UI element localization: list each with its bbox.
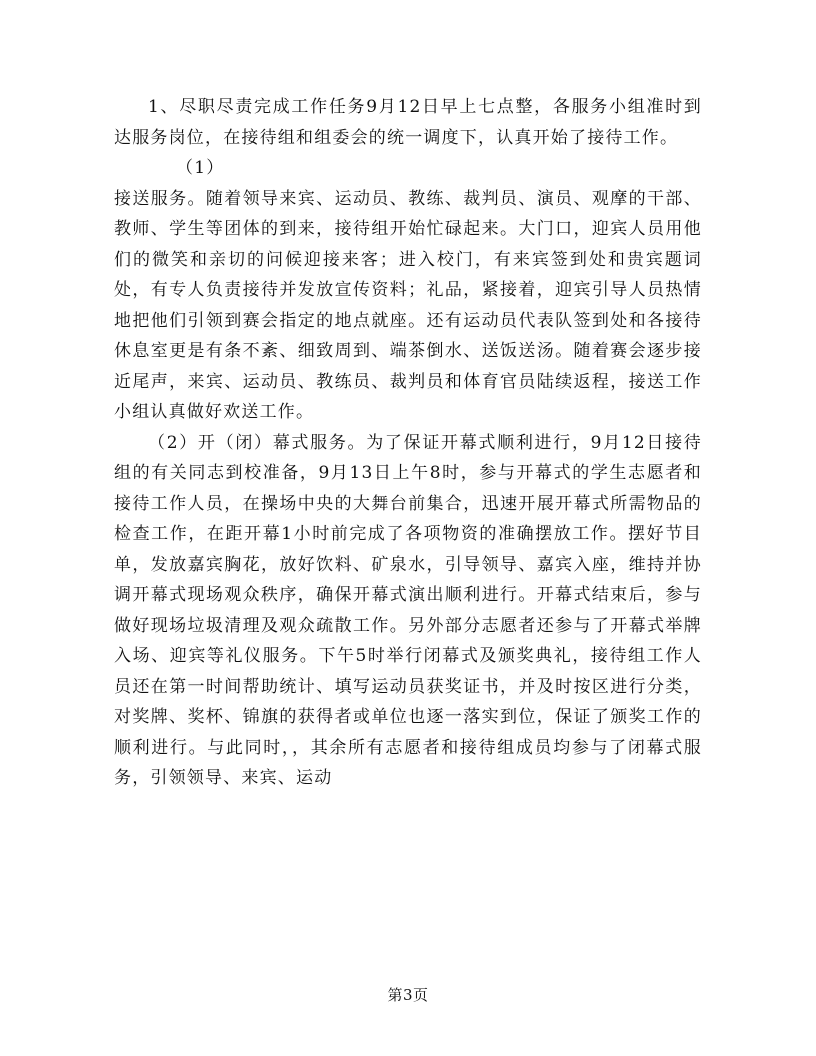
paragraph-2-heading: （1） (176, 158, 225, 178)
document-body (114, 92, 702, 794)
page-number: 第3页 (387, 986, 429, 1004)
paragraph-4: （2）开（闭）幕式服务。为了保证开幕式顺利进行，9月12日接待组的有关同志到校准备，9月13日上午8时，参与开幕式的学生志愿者和接待工作人员，在操场中央的大舞台前集合，迅速开展开幕式所需物品的检查工作，在距开幕1小时前完成了各项物资的准确摆放工作。摆好节目单，发放嘉宾胸花，放好饮料、矿泉水，引导领导、嘉宾入座，维持并协调开幕式现场观众秩序，确保开幕式演出顺利进行。开幕式结束后，参与做好现场垃圾清理及观众疏散工作。另外部分志愿者还参与了开幕式举牌入场、迎宾等礼仪服务。下午5时举行闭幕式及颁奖典礼，接待组工作人员还在第一时间帮助统计、填写运动员获奖证书，并及时按区进行分类，对奖牌、奖杯、锦旗的获得者或单位也逐一落实到位，保证了颁奖工作的顺利进行。与此同时，，其余所有志愿者和接待组成员均参与了闭幕式服务，引领领导、来宾、运动 (114, 432, 702, 788)
paragraph-1: 1、尽职尽责完成工作任务9月12日早上七点整，各服务小组准时到达服务岗位，在接待组和组委会的统一调度下，认真开始了接待工作。 (114, 97, 702, 148)
paragraph-3: 接送服务。随着领导来宾、运动员、教练、裁判员、演员、观摩的干部、教师、学生等团体的到来，接待组开始忙碌起来。大门口，迎宾人员用他们的微笑和亲切的问候迎接来客；进入校门，有来宾签到处和贵宾题词处，有专人负责接待并发放宣传资料；礼品，紧接着，迎宾引导人员热情地把他们引领到赛会指定的地点就座。还有运动员代表队签到处和各接待休息室更是有条不紊、细致周到、端茶倒水、送饭送汤。随着赛会逐步接近尾声，来宾、运动员、教练员、裁判员和体育官员陆续返程，接送工作小组认真做好欢送工作。 (114, 188, 702, 422)
